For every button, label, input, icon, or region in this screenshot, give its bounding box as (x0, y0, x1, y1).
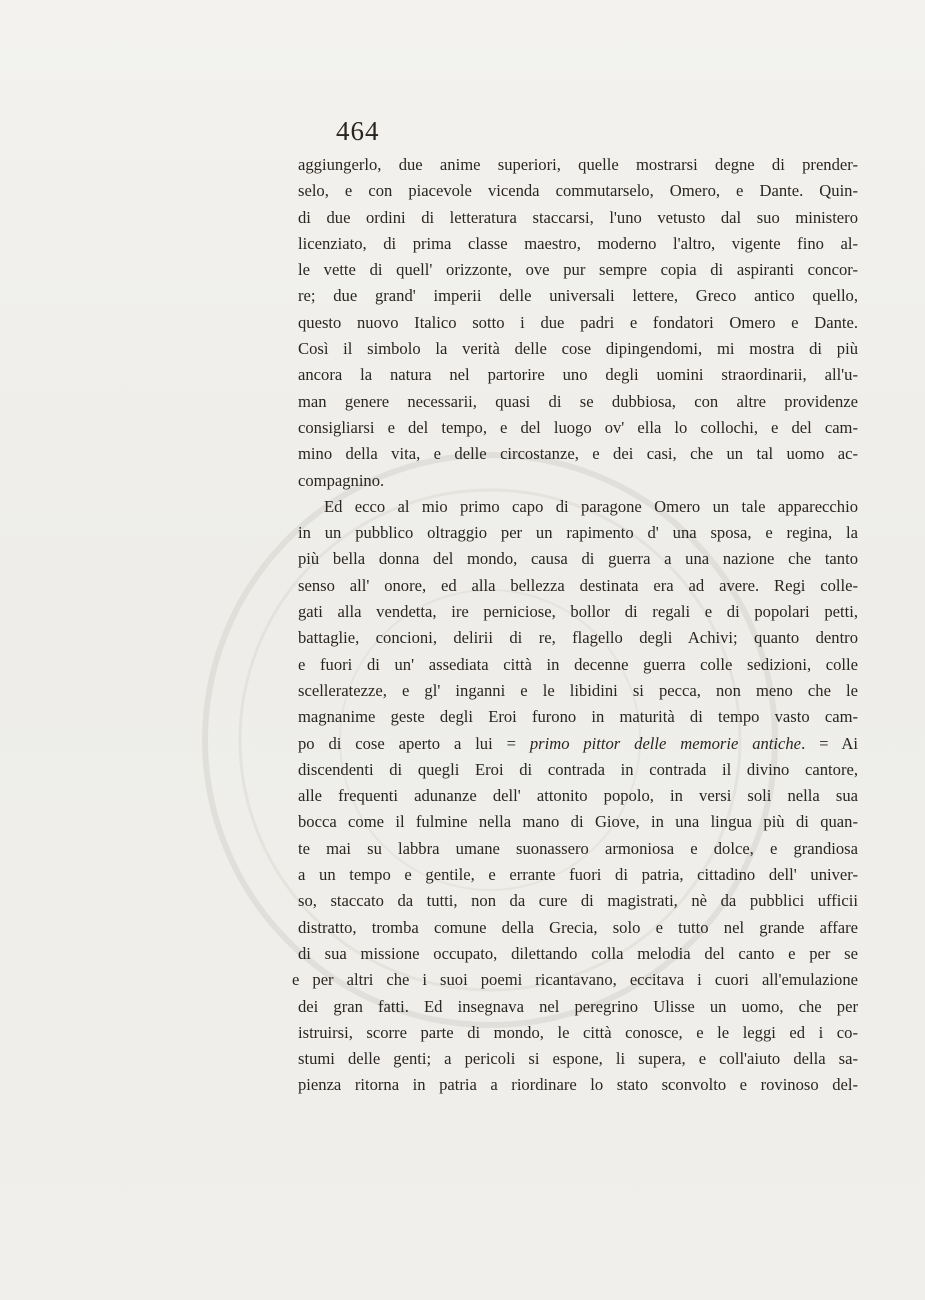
text-line: ancora la natura nel partorire uno degli uomini straordinarii, all'u- (298, 365, 858, 385)
text-line: a un tempo e gentile, e errante fuori di patria, cittadino dell' univer- (298, 865, 858, 885)
text-line: licenziato, di prima classe maestro, moderno l'altro, vigente fino al- (298, 233, 858, 253)
text-line: re; due grand' imperii delle universali lettere, Greco antico quello, (298, 286, 858, 306)
text-line: so, staccato da tutti, non da cure di magistrati, nè da pubblici ufficii (298, 891, 858, 911)
text-line-with-quote (298, 731, 858, 757)
text-line: e fuori di un' assediata città in decenne guerra colle sedizioni, colle (298, 654, 858, 674)
text-line: di sua missione occupato, dilettando colla melodia del canto e per se (298, 943, 858, 963)
text-line: mino della vita, e delle circostanze, e dei casi, che un tal uomo ac- (298, 444, 858, 464)
text-line-start: po di cose aperto a lui (298, 733, 493, 753)
text-line: stumi delle genti; a pericoli si espone, li supera, e coll'aiuto della sa- (298, 1049, 858, 1069)
text-line: più bella donna del mondo, causa di guerra a una nazione che tanto (298, 549, 858, 569)
text-line: te mai su labbra umane suonassero armoniosa e dolce, e grandiosa (298, 838, 858, 858)
text-line: selo, e con piacevole vicenda commutarselo, Omero, e Dante. Quin- (298, 181, 858, 201)
text-line: in un pubblico oltraggio per un rapimento d' una sposa, e regina, la (298, 523, 858, 543)
quoted-verse: primo pittor delle memorie antiche (529, 733, 802, 753)
text-line: scelleratezze, e gl' inganni e le libidini si pecca, non meno che le (298, 680, 858, 700)
text-line: e per altri che i suoi poemi ricantavano, eccitava i cuori all'emulazione (292, 970, 858, 990)
text-line: discendenti di quegli Eroi di contrada in contrada il divino cantore, (298, 759, 858, 779)
text-line: le vette di quell' orizzonte, ove pur sempre copia di aspiranti concor- (298, 260, 858, 280)
text-line: distratto, tromba comune della Grecia, solo e tutto nel grande affare (298, 917, 858, 937)
text-line: gati alla vendetta, ire perniciose, bollor di regali e di popolari petti, (298, 602, 858, 622)
quote-close-mark: . = Ai (801, 733, 858, 753)
text-line: senso all' onore, ed alla bellezza destinata era ad avere. Regi colle- (298, 575, 858, 595)
text-line: compagnino. (298, 470, 385, 490)
text-line: istruirsi, scorre parte di mondo, le città conosce, e le leggi ed i co- (298, 1022, 858, 1042)
text-line: bocca come il fulmine nella mano di Giove, in una lingua più di quan- (298, 812, 858, 832)
text-line: Così il simbolo la verità delle cose dipingendomi, mi mostra di più (298, 339, 858, 359)
text-line: di due ordini di letteratura staccarsi, l'uno vetusto dal suo ministero (298, 207, 858, 227)
text-line: alle frequenti adunanze dell' attonito popolo, in versi soli nella sua (298, 786, 858, 806)
body-text (292, 152, 858, 1099)
text-line: aggiungerlo, due anime superiori, quelle mostrarsi degne di prender- (298, 155, 858, 174)
text-line: consigliarsi e del tempo, e del luogo ov' ella lo collochi, e del cam- (298, 417, 858, 437)
text-line: man genere necessarii, quasi di se dubbiosa, con altre providenze (298, 391, 858, 411)
text-line: magnanime geste degli Eroi furono in maturità di tempo vasto cam- (298, 707, 858, 727)
text-line: questo nuovo Italico sotto i due padri e fondatori Omero e Dante. (298, 312, 858, 332)
text-line: pienza ritorna in patria a riordinare lo stato sconvolto e rovinoso del- (298, 1075, 858, 1095)
text-line: dei gran fatti. Ed insegnava nel peregrino Ulisse un uomo, che per (298, 996, 858, 1016)
page-number: 464 (336, 116, 380, 146)
text-line: Ed ecco al mio primo capo di paragone Omero un tale apparecchio (324, 496, 858, 516)
quote-open-mark: = (506, 733, 516, 753)
text-line: battaglie, concioni, delirii di re, flagello degli Achivi; quanto dentro (298, 628, 858, 648)
